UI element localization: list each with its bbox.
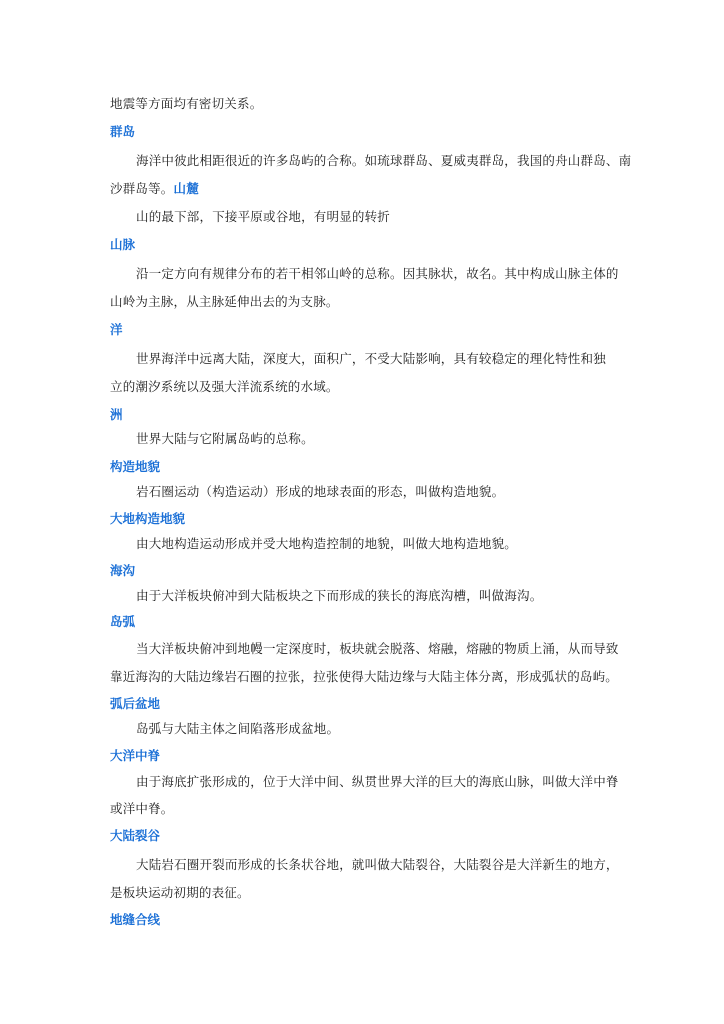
definition-line: 立的潮汐系统以及强大洋流系统的水域。: [110, 379, 339, 394]
term-heading-dadi-gouzao-dimao: 大地构造地貌: [110, 511, 186, 526]
term-heading-daohu: 岛弧: [110, 614, 136, 629]
definition-line: 由于大洋板块俯冲到大陆板块之下而形成的狭长的海底沟槽，叫做海沟。: [136, 588, 543, 603]
definition-line-text: 沙群岛等。: [110, 181, 174, 196]
term-heading-huhou-pendi: 弧后盆地: [110, 696, 161, 711]
term-heading-yang: 洋: [110, 322, 123, 337]
definition-line: 是板块运动初期的表征。: [110, 885, 250, 900]
term-heading-dalu-liegu: 大陆裂谷: [110, 828, 161, 843]
term-heading-shanlu: 山麓: [173, 181, 199, 196]
term-heading-di-fenghexian: 地缝合线: [110, 912, 161, 927]
definition-line: 海洋中彼此相距很近的许多岛屿的合称。如琉球群岛、夏威夷群岛，我国的舟山群岛、南: [136, 153, 632, 168]
definition-line: 由于海底扩张形成的，位于大洋中间、纵贯世界大洋的巨大的海底山脉，叫做大洋中脊: [136, 774, 619, 789]
term-heading-qundao: 群岛: [110, 124, 136, 139]
definition-line-with-inline-term: [110, 181, 199, 197]
definition-line: 世界海洋中远离大陆，深度大，面积广，不受大陆影响，具有较稳定的理化特性和独: [136, 351, 606, 366]
term-heading-gouzao-dimao: 构造地貌: [110, 459, 161, 474]
definition-line: 由大地构造运动形成并受大地构造控制的地貌，叫做大地构造地貌。: [136, 536, 518, 551]
definition-line: 或洋中脊。: [110, 801, 174, 816]
intro-text-line: 地震等方面均有密切关系。: [110, 96, 263, 111]
definition-line: 靠近海沟的大陆边缘岩石圈的拉张，拉张使得大陆边缘与大陆主体分离，形成弧状的岛屿。: [110, 669, 619, 684]
definition-line: 岩石圈运动（构造运动）形成的地球表面的形态，叫做构造地貌。: [136, 484, 505, 499]
definition-line: 沿一定方向有规律分布的若干相邻山岭的总称。因其脉状，故名。其中构成山脉主体的: [136, 266, 619, 281]
definition-line: 岛弧与大陆主体之间陷落形成盆地。: [136, 721, 340, 736]
definition-line: 大陆岩石圈开裂而形成的长条状谷地，就叫做大陆裂谷，大陆裂谷是大洋新生的地方，: [136, 857, 619, 872]
definition-line: 世界大陆与它附属岛屿的总称。: [136, 431, 314, 446]
term-heading-dayang-zhongji: 大洋中脊: [110, 748, 161, 763]
term-heading-shanmai: 山脉: [110, 237, 136, 252]
term-heading-zhou: 洲: [110, 407, 123, 422]
definition-line: 当大洋板块俯冲到地幔一定深度时，板块就会脱落、熔融，熔融的物质上涌，从而导致: [136, 641, 619, 656]
term-heading-haigou: 海沟: [110, 563, 136, 578]
definition-line: 山岭为主脉，从主脉延伸出去的为支脉。: [110, 294, 339, 309]
definition-line: 山的最下部，下接平原或谷地，有明显的转折: [136, 209, 391, 224]
